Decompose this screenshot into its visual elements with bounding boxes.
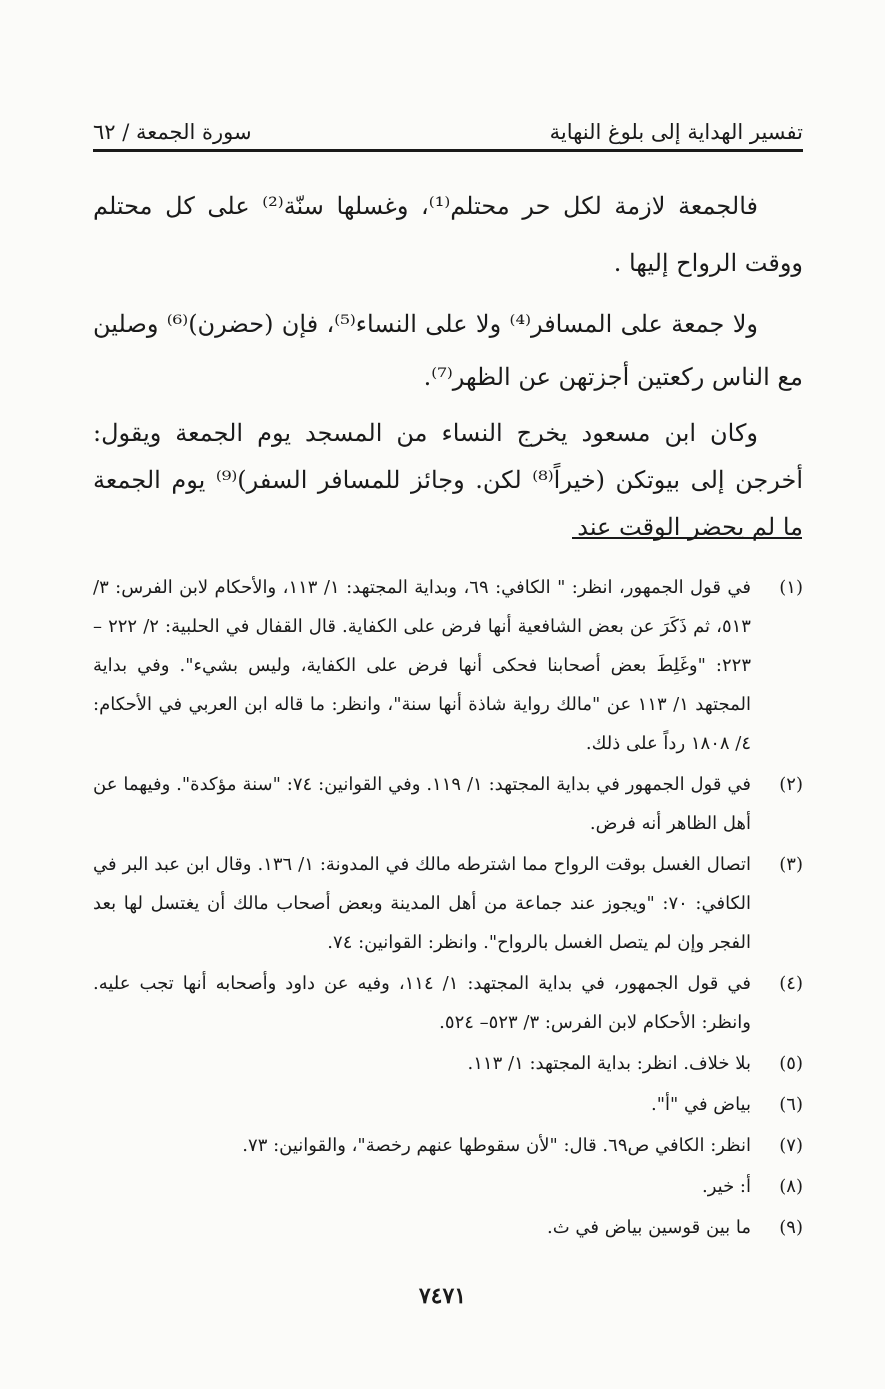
footnote-text: أ: خير.	[702, 1176, 751, 1197]
footnote	[93, 964, 803, 1042]
page-number: ٧٤٧١	[418, 1283, 467, 1309]
footnote-text: في قول الجمهور، في بداية المجتهد: ١/ ١١٤، وفيه عن داود وأصحابه أنها تجب عليه. وانظر: الأحكام لابن الفرس: ٣/ ٥٢٣– ٥٢٤.	[93, 973, 751, 1033]
footnotes	[93, 568, 803, 1249]
footnote-text: بياض في "أ".	[650, 1094, 751, 1115]
main-text	[93, 178, 803, 551]
footnote	[93, 1085, 803, 1124]
footnote-text: بلا خلاف. انظر: بداية المجتهد: ١/ ١١٣.	[467, 1053, 751, 1074]
footnote	[93, 568, 803, 763]
paragraph: ولا جمعة على المسافر⁽⁴⁾ ولا على النساء⁽⁵⁾، فإن (حضرن)⁽⁶⁾ وصلين مع الناس ركعتين أجزتهن عن الظهر⁽⁷⁾.	[93, 310, 803, 391]
footnote	[93, 1167, 803, 1206]
footnote-divider	[572, 537, 802, 539]
footnote	[93, 1044, 803, 1083]
footnote-number: (٣)	[779, 854, 803, 875]
paragraph: وكان ابن مسعود يخرج النساء من المسجد يوم الجمعة ويقول: أخرجن إلى بيوتكن (خيراً⁽⁸⁾ لكن. وجائز للمسافر السفر)⁽⁹⁾ يوم الجمعة ما لم يحضر الوقت عند	[93, 419, 803, 541]
footnote-number: (٦)	[779, 1094, 803, 1115]
footnote-number: (٩)	[779, 1217, 803, 1238]
footnote	[93, 1126, 803, 1165]
footnote	[93, 845, 803, 962]
paragraph: فالجمعة لازمة لكل حر محتلم⁽¹⁾، وغسلها سنّة⁽²⁾ على كل محتلم ووقت الرواح إليها .	[93, 192, 803, 277]
footnote-number: (٨)	[779, 1176, 803, 1197]
footnote	[93, 1208, 803, 1247]
footnote-number: (٧)	[779, 1135, 803, 1156]
footnote-number: (٢)	[779, 774, 803, 795]
footnote-text: في قول الجمهور في بداية المجتهد: ١/ ١١٩. وفي القوانين: ٧٤: "سنة مؤكدة". وفيهما عن أهل الظاهر أنه فرض.	[93, 774, 751, 834]
footnote-text: ما بين قوسين بياض في ث.	[547, 1217, 751, 1238]
footnote-text: اتصال الغسل بوقت الرواح مما اشترطه مالك في المدونة: ١/ ١٣٦. وقال ابن عبد البر في الكافي: ٧٠: "ويجوز عند جماعة من أهل المدينة وبعض أصحاب مالك أن يغتسل لها بعد الفجر وإن لم يتصل الغسل بالرواح". وانظر: القوانين: ٧٤.	[93, 854, 751, 953]
footnote-text: في قول الجمهور، انظر: " الكافي: ٦٩، وبداية المجتهد: ١/ ١١٣، والأحكام لابن الفرس: ٣/ ٥١٣، ثم ذَكَرَ عن بعض الشافعية أنها فرض على الكفاية. قال القفال في الحلبية: ٢/ ٢٢٢ – ٢٢٣: "وغَلِطَ بعض أصحابنا فحكى أنها فرض على الكفاية، وليس بشيء". وفي بداية المجتهد ١/ ١١٣ عن "مالك رواية شاذة أنها سنة"، وانظر: ما قاله ابن العربي في الأحكام: ٤/ ١٨٠٨ رداً على ذلك.	[93, 577, 752, 754]
footnote-text: انظر: الكافي ص٦٩. قال: "لأن سقوطها عنهم رخصة"، والقوانين: ٧٣.	[242, 1135, 751, 1156]
footnote-number: (٥)	[779, 1053, 803, 1074]
footnote-number: (١)	[779, 577, 803, 598]
surah-title: سورة الجمعة / ٦٢	[93, 120, 252, 144]
book-title: تفسير الهداية إلى بلوغ النهاية	[549, 120, 803, 144]
footnote-number: (٤)	[779, 973, 803, 994]
running-header	[93, 108, 803, 152]
footnote	[93, 765, 803, 843]
